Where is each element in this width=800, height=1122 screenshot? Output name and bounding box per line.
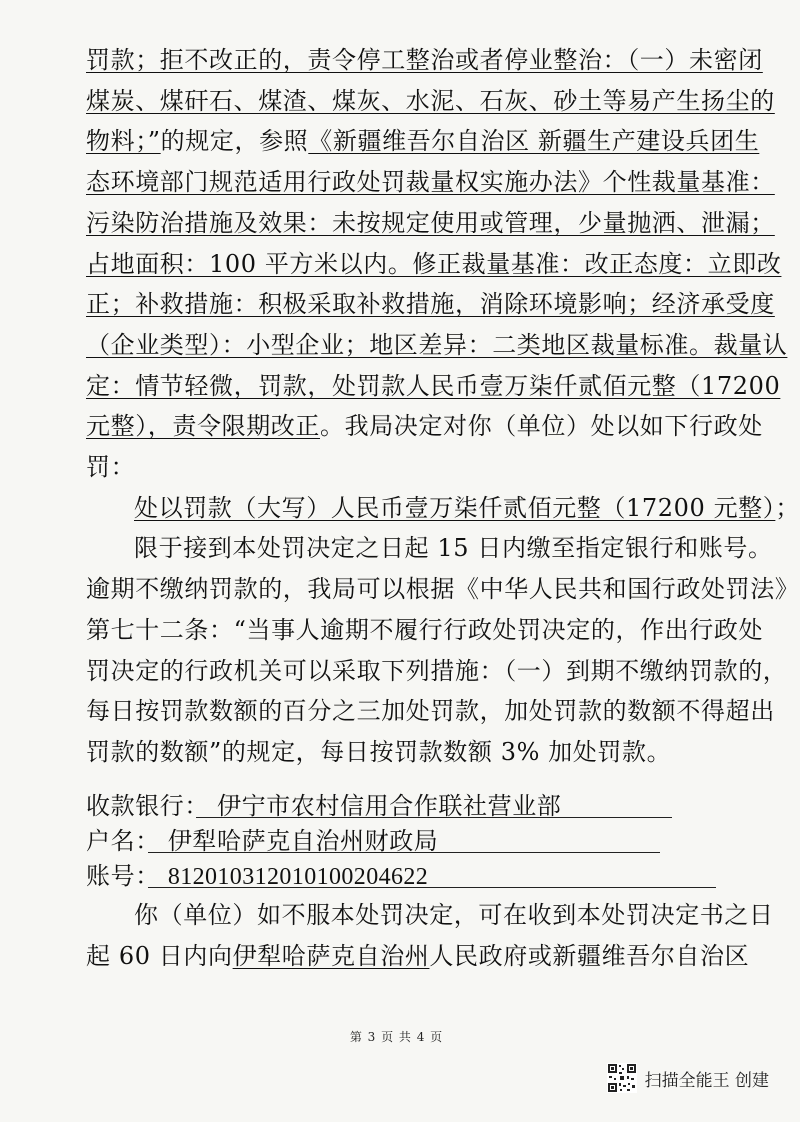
body-text: 人民政府或新疆维吾尔自治区 [429,941,750,970]
appeal-line [86,940,750,972]
paragraph-line [86,736,746,768]
underlined-text: 伊犁哈萨克自治州 [232,941,430,970]
underlined-text: 物料；” [86,127,161,156]
appeal-line [134,899,794,931]
body-text: 逾期不缴纳罚款的，我局可以根据《中华人民共和国行政处罚法》 [86,575,800,604]
account-number-row [86,860,746,893]
account-number-label: 账号： [86,862,160,890]
underlined-text: 态环境部门规范适用行政处罚裁量权实施办法》个性裁量基准： [86,168,775,197]
account-number-underline [148,887,716,888]
paragraph-line [134,492,800,524]
body-text: ； [775,493,800,522]
body-text: 罚决定的行政机关可以采取下列措施：（一）到期不缴纳罚款的， [86,656,788,685]
paragraph-line [86,370,781,402]
underlined-text: 占地面积：100 平方米以内。修正裁量基准：改正态度：立即改 [86,249,782,278]
paragraph-line [86,329,788,361]
body-text: 第七十二条：“当事人逾期不履行行政处罚决定的，作出行政处 [86,615,764,644]
paragraph-line [86,125,760,157]
page-number: 第 3 页 共 4 页 [349,1030,444,1044]
underlined-text: 处以罚款（大写）人民币壹万柒仟贰佰元整（17200 元整） [134,493,776,522]
paragraph-line [86,288,775,320]
paragraph-line [86,451,746,483]
account-number-value: 812010312010100204622 [167,864,429,890]
account-name-label: 户名： [86,827,160,855]
body-text: 限于接到本处罚决定之日起 15 日内缴至指定银行和账号。 [134,534,773,563]
body-text: 起 60 日内向 [86,941,233,970]
underlined-text: 元整），责令限期改正 [86,412,320,441]
paragraph-line [86,207,775,239]
bank-value: 伊宁市农村信用合作联社营业部 [217,792,562,820]
underlined-text: 煤炭、煤矸石、煤渣、煤灰、水泥、石灰、砂土等易产生扬尘的 [86,86,775,115]
paragraph-line [86,410,763,442]
paragraph-line [86,166,775,198]
paragraph-line [86,614,764,646]
scanner-watermark [607,1058,769,1098]
body-text: 每日按罚款数额的百分之三加处罚款，加处罚款的数额不得超出 [86,697,775,726]
body-text: 罚款的数额”的规定，每日按罚款数额 3% 加处罚款。 [86,737,672,766]
account-name-underline [148,852,660,853]
underlined-text: 罚款；拒不改正的，责令停工整治或者停业整治：（一）未密闭 [86,46,763,74]
body-text: 罚： [86,453,136,481]
paragraph-line [86,695,775,727]
body-text: 的规定，参照 [160,127,309,156]
qr-code-icon [607,1063,637,1093]
bank-label: 收款银行： [86,792,209,820]
account-name-value: 伊犁哈萨克自治州财政局 [167,827,439,855]
body-text: 。我局决定对你（单位）处以如下行政处 [320,412,763,441]
bank-underline [196,817,672,818]
paragraph-line [134,532,794,564]
underlined-text: 正；补救措施：积极采取补救措施，消除环境影响；经济承受度 [86,290,775,319]
underlined-text: 污染防治措施及效果：未按规定使用或管理，少量抛洒、泄漏； [86,208,775,237]
underlined-text: 定：情节轻微，罚款，处罚款人民币壹万柒仟贰佰元整（17200 [86,371,781,400]
paragraph-line [86,248,782,280]
paragraph-line [86,44,763,76]
underlined-text: （企业类型）：小型企业；地区差异：二类地区裁量标准。裁量认 [86,330,788,359]
paragraph-line [86,573,800,605]
body-text: 你（单位）如不服本处罚决定，可在收到本处罚决定书之日 [134,901,774,929]
paragraph-line [86,85,775,117]
brand-text: 扫描全能王 创建 [644,1070,769,1091]
underlined-text: 《新疆维吾尔自治区 新疆生产建设兵团生 [308,127,760,156]
paragraph-line [86,655,788,687]
